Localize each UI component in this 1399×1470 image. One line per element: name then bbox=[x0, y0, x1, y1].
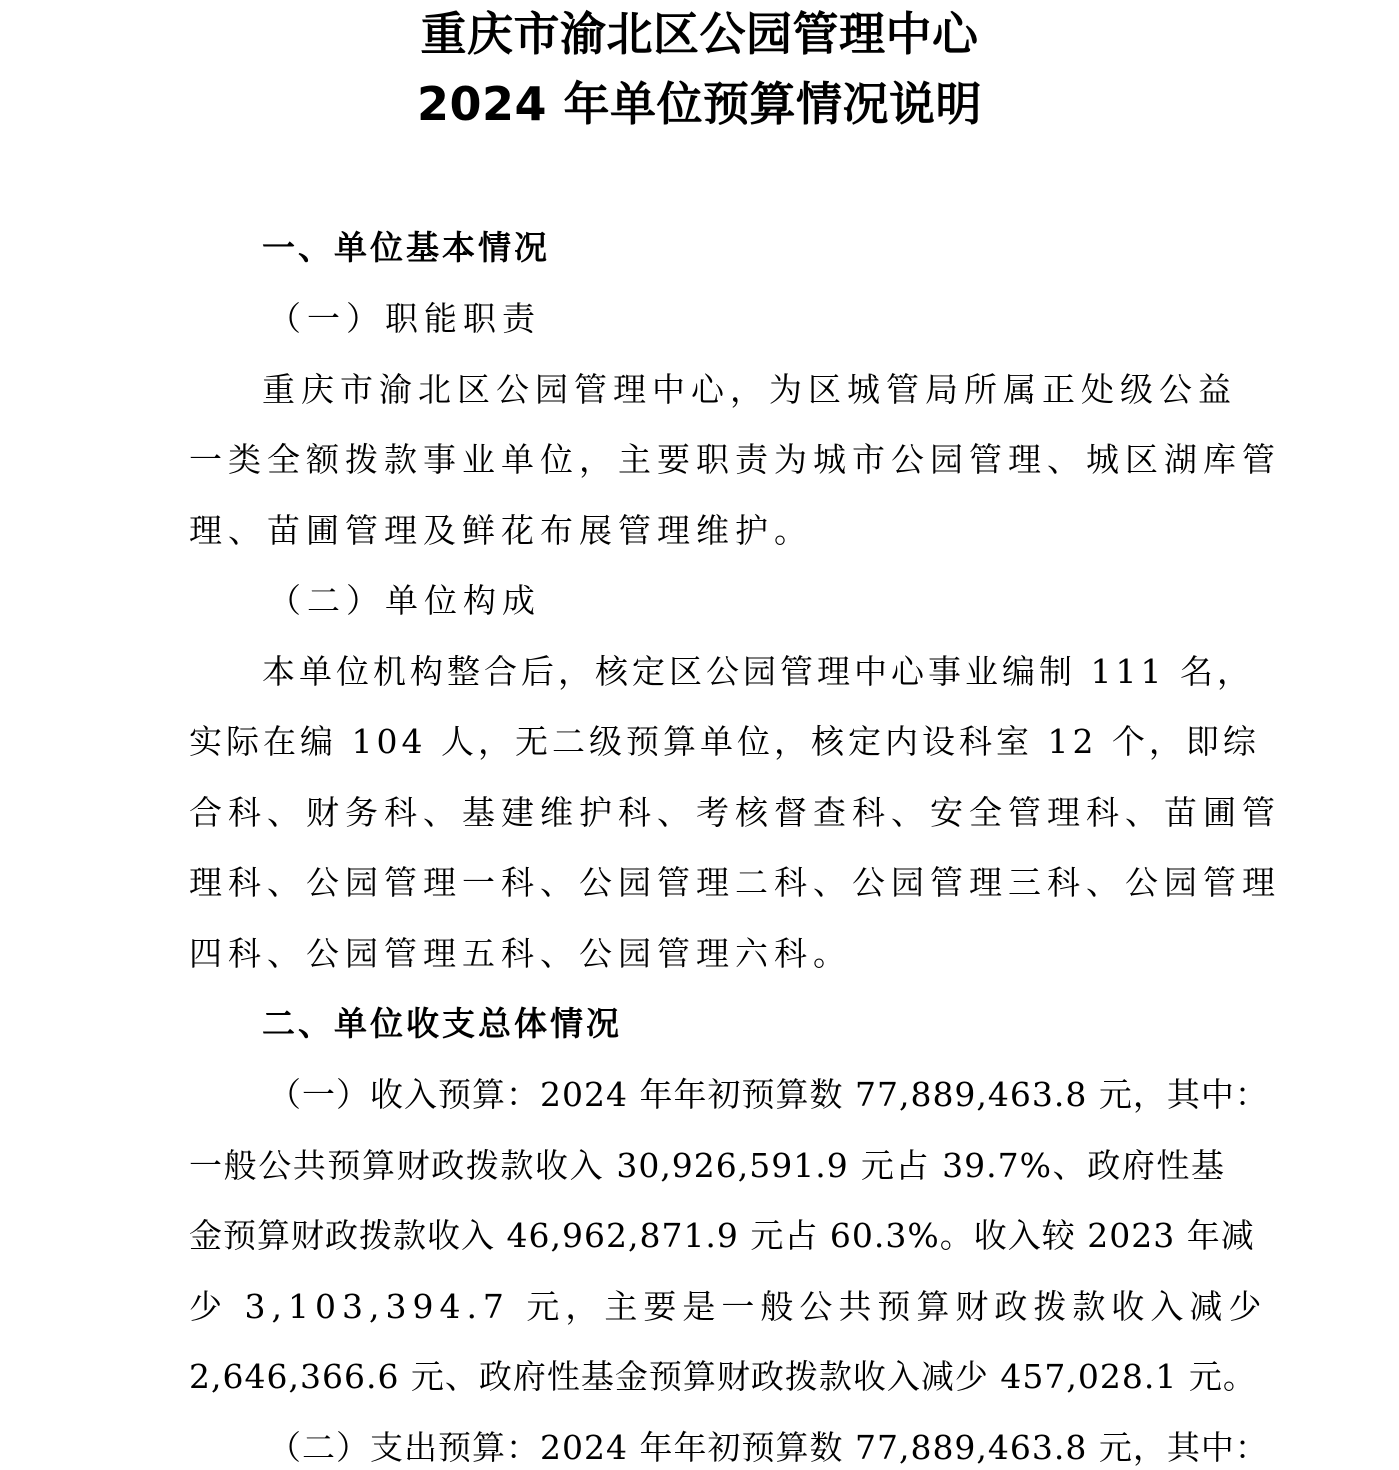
paragraph-line: 实际在编 104 人，无二级预算单位，核定内设科室 12 个，即综 bbox=[189, 722, 1260, 761]
paragraph-line: 金预算财政拨款收入 46,962,871.9 元占 60.3%。收入较 2023 年减 bbox=[189, 1216, 1255, 1255]
subsection-heading-composition: （二）单位构成 bbox=[268, 581, 541, 620]
paragraph-line: 一类全额拨款事业单位，主要职责为城市公园管理、城区湖库管 bbox=[189, 440, 1281, 479]
document-title-line-2: 2024 年单位预算情况说明 bbox=[416, 77, 983, 131]
subsection-heading-functions: （一）职能职责 bbox=[268, 299, 541, 338]
paragraph-line: 理、苗圃管理及鲜花布展管理维护。 bbox=[189, 511, 813, 550]
paragraph-line: 理科、公园管理一科、公园管理二科、公园管理三科、公园管理 bbox=[189, 863, 1281, 902]
paragraph-line-expense: （二）支出预算：2024 年年初预算数 77,889,463.8 元，其中： bbox=[268, 1428, 1269, 1467]
paragraph-line: 2,646,366.6 元、政府性基金预算财政拨款收入减少 457,028.1 元。 bbox=[189, 1357, 1257, 1396]
paragraph-line: 一般公共预算财政拨款收入 30,926,591.9 元占 39.7%、政府性基 bbox=[189, 1146, 1225, 1185]
paragraph-line-income: （一）收入预算：2024 年年初预算数 77,889,463.8 元，其中： bbox=[268, 1075, 1269, 1114]
paragraph-line: 少 3,103,394.7 元，主要是一般公共预算财政拨款收入减少 bbox=[189, 1287, 1268, 1326]
paragraph-line: 本单位机构整合后，核定区公园管理中心事业编制 111 名， bbox=[262, 652, 1254, 691]
paragraph-line: 合科、财务科、基建维护科、考核督查科、安全管理科、苗圃管 bbox=[189, 793, 1281, 832]
section-heading-budget-overview: 二、单位收支总体情况 bbox=[262, 1004, 622, 1043]
paragraph-line: 四科、公园管理五科、公园管理六科。 bbox=[189, 934, 852, 973]
paragraph-line: 重庆市渝北区公园管理中心，为区城管局所属正处级公益 bbox=[262, 370, 1237, 409]
document-title-line-1: 重庆市渝北区公园管理中心 bbox=[420, 7, 979, 61]
section-heading-basic-info: 一、单位基本情况 bbox=[262, 228, 550, 267]
